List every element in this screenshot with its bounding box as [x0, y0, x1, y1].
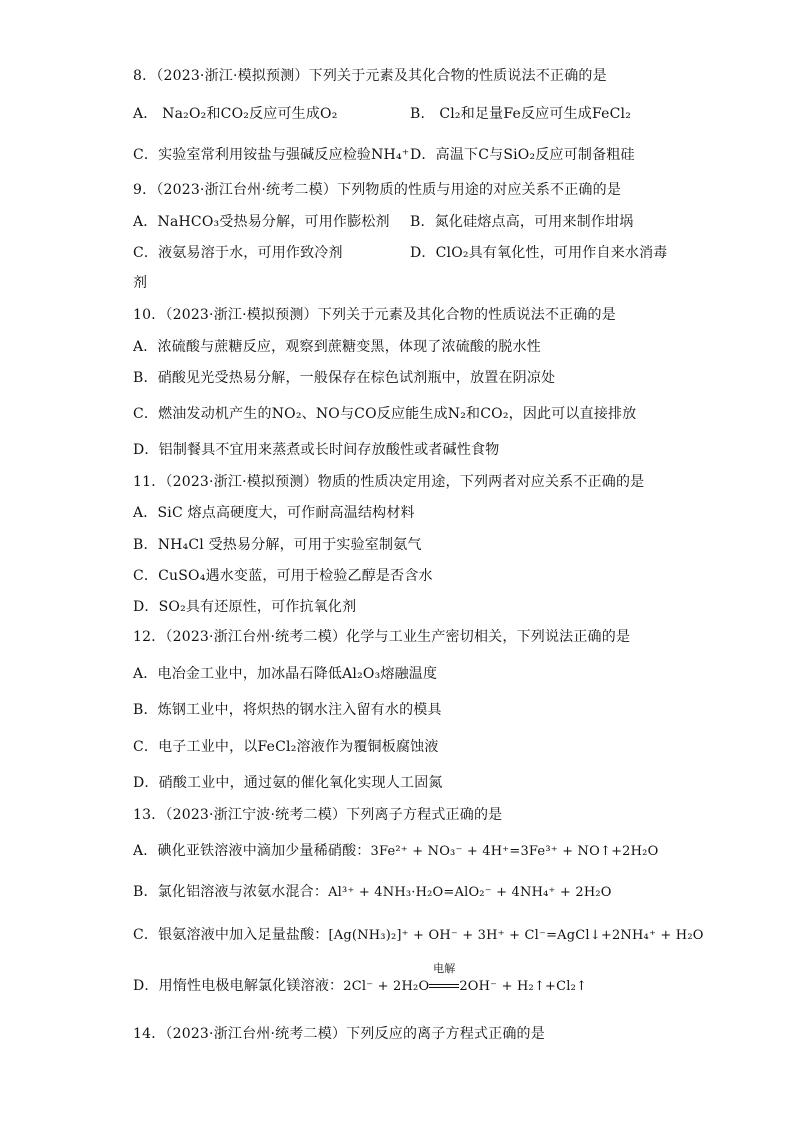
q11-option-b: B．NH₄Cl 受热易分解，可用于实验室制氨气	[133, 537, 422, 553]
q13-option-d-eq-right: 2OH⁻ + H₂↑+Cl₂↑	[459, 979, 588, 994]
q10-option-a: A．浓硫酸与蔗糖反应，观察到蔗糖变黑，体现了浓硫酸的脱水性	[133, 339, 541, 355]
q8-option-c: C．实验室常利用铵盐与强碱反应检验NH₄⁺	[133, 147, 410, 163]
question-14-stem: 14．（2023·浙江台州·统考二模）下列反应的离子方程式正确的是	[133, 1026, 545, 1042]
q10-option-d: D．铝制餐具不宜用来蒸煮或长时间存放酸性或者碱性食物	[133, 442, 500, 458]
question-8-stem: 8．（2023·浙江·模拟预测）下列关于元素及其化合物的性质说法不正确的是	[133, 68, 607, 84]
q13-option-b	[133, 882, 612, 903]
question-10-stem: 10．（2023·浙江·模拟预测）下列关于元素及其化合物的性质说法不正确的是	[133, 307, 616, 323]
q8-option-b: B． Cl₂和足量Fe反应可生成FeCl₂	[410, 106, 632, 122]
q13-option-a	[133, 841, 658, 862]
q13-option-d-eq-left: 2Cl⁻ + 2H₂O	[343, 979, 430, 994]
q8-option-a: A． Na₂O₂和CO₂反应可生成O₂	[133, 106, 338, 122]
q11-option-a: A．SiC 熔点高硬度大，可作耐高温结构材料	[133, 505, 415, 521]
q9-option-b: B．氮化硅熔点高，可用来制作坩埚	[410, 214, 634, 230]
question-12-stem: 12．（2023·浙江台州·统考二模）化学与工业生产密切相关，下列说法正确的是	[133, 629, 631, 645]
electrolysis-label: 电解	[433, 962, 456, 975]
q13-option-c-equation: [Ag(NH₃)₂]⁺ + OH⁻ + 3H⁺ + Cl⁻=AgCl↓+2NH₄⁺ + H₂O	[328, 928, 704, 943]
question-13-stem: 13．（2023·浙江宁波·统考二模）下列离子方程式正确的是	[133, 807, 503, 823]
q12-option-d: D．硝酸工业中，通过氨的催化氧化实现人工固氮	[133, 775, 443, 791]
question-9-stem: 9．（2023·浙江台州·统考二模）下列物质的性质与用途的对应关系不正确的是	[133, 182, 622, 198]
q13-option-a-label: A．碘化亚铁溶液中滴加少量稀硝酸：	[133, 843, 371, 859]
q10-option-b: B．硝酸见光受热易分解，一般保存在棕色试剂瓶中，放置在阴凉处	[133, 370, 556, 386]
q13-option-b-label: B．氯化铝溶液与浓氨水混合：	[133, 884, 329, 900]
q12-option-c: C．电子工业中，以FeCl₂溶液作为覆铜板腐蚀液	[133, 739, 439, 755]
q9-option-d: D．ClO₂具有氧化性，可用作自来水消毒	[410, 245, 668, 261]
q10-option-c: C．燃油发动机产生的NO₂、NO与CO反应能生成N₂和CO₂，因此可以直接排放	[133, 406, 637, 422]
question-11-stem: 11．（2023·浙江·模拟预测）物质的性质决定用途，下列两者对应关系不正确的是	[133, 474, 645, 490]
q13-option-d-label: D．用惰性电极电解氯化镁溶液：	[133, 978, 344, 994]
electrolysis-condition	[429, 962, 459, 996]
q13-option-d	[133, 962, 588, 997]
q11-option-d: D．SO₂具有还原性，可作抗氧化剂	[133, 599, 357, 615]
q13-option-c	[133, 925, 704, 946]
q9-option-d-continuation: 剂	[133, 275, 148, 291]
q13-option-a-equation: 3Fe²⁺ + NO₃⁻ + 4H⁺=3Fe³⁺ + NO↑+2H₂O	[370, 844, 659, 859]
q12-option-a: A．电冶金工业中，加冰晶石降低Al₂O₃熔融温度	[133, 666, 438, 682]
q9-option-a: A．NaHCO₃受热易分解，可用作膨松剂	[133, 214, 390, 230]
q8-option-d: D．高温下C与SiO₂反应可制备粗硅	[410, 147, 635, 163]
q12-option-b: B．炼钢工业中，将炽热的钢水注入留有水的模具	[133, 702, 442, 718]
q13-option-c-label: C．银氨溶液中加入足量盐酸：	[133, 927, 329, 943]
q13-option-b-equation: Al³⁺ + 4NH₃·H₂O=AlO₂⁻ + 4NH₄⁺ + 2H₂O	[328, 885, 612, 900]
equals-double-bar	[429, 984, 459, 988]
q9-option-c: C．液氨易溶于水，可用作致冷剂	[133, 245, 343, 261]
q11-option-c: C．CuSO₄遇水变蓝，可用于检验乙醇是否含水	[133, 568, 433, 584]
